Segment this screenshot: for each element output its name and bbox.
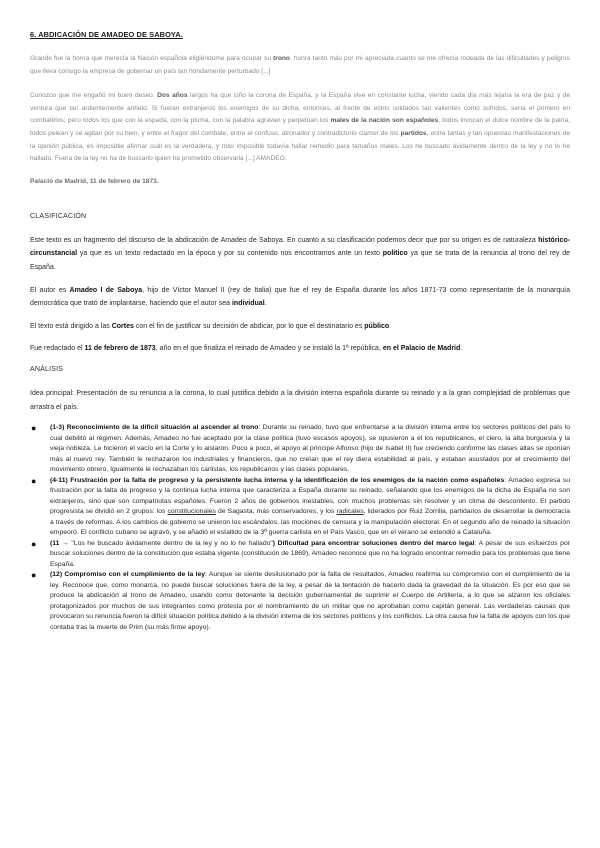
- point-text: de Sagasta, más conservadores, y los: [215, 508, 337, 516]
- point-heading: (11 →: [50, 539, 72, 547]
- quote-text: Conozco que me engañó mi buen deseo.: [30, 92, 158, 100]
- body-bold: Cortes: [111, 322, 134, 330]
- body-bold: Amadeo I de Saboya: [69, 286, 143, 294]
- list-item: [31, 423, 570, 476]
- body-text: .: [460, 345, 463, 353]
- bullet-icon: ●: [31, 423, 37, 434]
- point-text: : A pesar de sus esfuerzos por buscar soluciones dentro de la constitución que estaba vigente (constitución de 1869), Amadeo reconoce que no ha logrado encontrar remedio para los problemas que tiene España.: [50, 539, 571, 568]
- section-heading-clasificacion: CLASIFICACIÓN: [30, 212, 87, 220]
- body-bold: histórico-circunstancial: [30, 236, 570, 258]
- underlined-term: radicales: [336, 508, 364, 516]
- body-text: .: [264, 300, 267, 308]
- body-text: ya que se trata de la renuncia al trono del rey de España.: [30, 250, 571, 271]
- underlined-term: constitucionales: [167, 508, 216, 516]
- quote-text: largos ha que ciño la corona de España, y la España vive en constante lucha, viendo cada día más lejana la era de paz y de ventura que tan ardientemente anhelo. Si fueran extranjeros los enemigos de su dicha, entonces, al frente de estos soldados tan valientes como sufridos, sería el primero en combatirlos; pero todos los que con la espada, con la pluma, con la palabra agravan y perpetúan los: [30, 92, 571, 125]
- body-bold: individual: [231, 300, 265, 308]
- idea-principal: Idea principal: Presentación de su renuncia a la corona, lo cual justifica debido a la división interna española durante su reinado y a la gran complejidad de problemas que arrastra el país.: [30, 389, 570, 411]
- quote-paragraph-2: [30, 90, 570, 166]
- section-heading-analisis: ANÁLISIS: [30, 365, 64, 373]
- quote-text: Grande fue la honra que merecía la Nación española eligiéndome para ocupar su: [30, 55, 274, 62]
- body-text: Fue redactado el: [30, 345, 85, 353]
- body-text: El autor es: [30, 286, 70, 294]
- point-heading: (1-3) Reconocimiento de la difícil situación al ascender al trono: [50, 424, 259, 432]
- body-text: , hijo de Víctor Manuel II (rey de Italia) que fue el rey de España durante los años 1871-73 como representante de la monarquía democrática que trató de implantarse, haciendo que el autor sea: [30, 286, 570, 308]
- list-item: [31, 570, 570, 633]
- point-heading: (12) Compromiso con el cumplimiento de la ley: [50, 571, 206, 579]
- body-text: El texto está dirigido a las: [30, 322, 112, 330]
- point-text: , liderados por Ruiz Zorrilla, partidarios de desarrollar la democracia a través de reformas. A los cambios de gobierno se unieron los escándalos, las mociones de censura y la manipulación electoral. En el segundo año de reinado la situación empeoró. El conflicto cubano se agravó, y se añadió el estallido de la 3ª guerra carlista en el País Vasco, que en el verano se extendió a Cataluña.: [50, 508, 570, 537]
- quote-bold: Dos años: [157, 92, 188, 100]
- bullet-icon: ●: [31, 570, 37, 581]
- quote-bold: trono: [273, 55, 290, 62]
- quote-text: ; todos invocan el dulce nombre de la patria, todos pelean y se agitan por su bien, y entre el fragor del combate, entre el confuso, atronador y contradictorio clamor de los: [30, 117, 570, 137]
- quote-text: , entre tantas y tan opuestas manifestaciones de la opinión pública, es imposible afirmar cuál es la verdadera, y más imposible todavía hallar remedio para tamaños males. Los he buscado ávidamente dentro de la ley y no lo he hallado. Fuera de la ley no ha de buscarlo quien ha prometido observarla [...] AMADEO.: [30, 129, 570, 163]
- point-text: : Durante su reinado, tuvo que enfrentarse a la división interna entre los sectores políticos del país lo cual debilitó al régimen. Además, Amadeo no fue aceptado por la clase política (tuvo escasos apoyos), se opusieron a él los republicanos, el clero, la alta burguesía y la vieja nobleza. Le hicieron el vacío en la Corte y lo aislaron. Poco a poco, el apoyo al príncipe Alfonso (hijo de Isabel II) fue creciendo conforme las clases altas se oponían más al nuevo rey. También le rechazaron los industriales y financieros, que no creían que el rey diera estabilidad al país, y estaban asustados por el crecimiento del movimiento obrero. Igualmente le rechazaban los carlistas, los republicanos y las clases populares.: [50, 424, 570, 474]
- body-bold: en el Palacio de Madrid: [382, 345, 461, 353]
- quote-signature: Palacio de Madrid, 11 de febrero de 1873.: [30, 177, 159, 185]
- document-title: 6. ABDICACIÓN DE AMADEO DE SABOYA.: [30, 30, 183, 39]
- clasificacion-paragraph-4: [30, 342, 570, 356]
- quote-bold: partidos: [400, 129, 427, 137]
- body-text: con el fin de justificar su decisión de abdicar, por lo que el destinatario es: [133, 322, 365, 330]
- body-bold: 11 de febrero de 1873: [84, 345, 156, 353]
- body-text: .: [389, 322, 392, 330]
- point-heading: ) Dificultad para encontrar soluciones dentro del marco legal: [272, 539, 475, 547]
- point-text: : Aunque se siente desilusionado por la falta de resultados, Amadeo reafirma su compromiso con el cumplimiento de la ley. Reconoce que, como monarca, no puede buscar soluciones fuera de la ley, a pesar de la tentación de hacerlo dada la gravedad de la situación. Es por eso que se produce la abdicación al trono de Amadeo, usando como detonante la decisión gubernamental de suprimir el Cuerpo de Artillería, a lo que se alzaron los oficiales protagonizados por muchos de sus integrantes como protesta por el nombramiento de un militar que no aprobaban como capitán general. Las verdaderas causas que provocaron su renuncia fueron la difícil situación política debido a la división interna de los sectores políticos y los conflictos. La otra causa fue la falta de apoyos con los que contaba tras la muerte de Prim (su más firme apoyo).: [50, 571, 570, 631]
- clasificacion-paragraph-1: [30, 234, 570, 275]
- bullet-icon: ●: [31, 538, 37, 549]
- body-text: , año en el que finaliza el reinado de Amadeo y se instaló la 1ª república,: [155, 345, 383, 353]
- point-heading: (4-11) Frustración por la falta de progreso y la persistente lucha interna y la identificación de los enemigos de la nación como españoles: [50, 476, 505, 484]
- point-text: : Amadeo expresa su frustración por la falta de progreso y la continua lucha interna que caracteriza a España durante su reinado, señalando que los enemigos de la dicha de España no son extranjeros, sino que son compatriotas españoles. Fueron 2 años de gobiernos inestables, con muchos problemas sin resolver y un clima de descontento. El partido progresista se dividió en 2 grupos: los: [50, 476, 570, 516]
- body-text: Este texto es un fragmento del discurso de la abdicación de Amadeo de Saboya. En cuanto a su clasificación podemos decir que por su origen es de naturaleza: [30, 236, 539, 244]
- list-item: [31, 538, 571, 571]
- clasificacion-paragraph-2: [30, 284, 570, 311]
- body-bold: público: [364, 322, 390, 330]
- body-bold: político: [382, 250, 408, 258]
- body-text: ya que es un texto redactado en la época y por su contenido nos encontramos ante un texto: [77, 250, 383, 258]
- bullet-icon: ●: [31, 475, 37, 486]
- quote-paragraph-1: [30, 53, 570, 78]
- quote-text: , honra tanto más por mí apreciada cuanto se me ofrecía rodeada de las dificultades y peligros que lleva consigo la empresa de gobernar un país tan hondamente perturbado [...]: [30, 55, 570, 75]
- list-item: [31, 475, 570, 539]
- analysis-points-list: [30, 423, 570, 633]
- point-quote: "Los he buscado ávidamente dentro de la ley y no lo he hallado": [71, 539, 273, 547]
- quote-bold: males de la nación son españoles: [330, 117, 439, 125]
- clasificacion-paragraph-3: [30, 320, 570, 334]
